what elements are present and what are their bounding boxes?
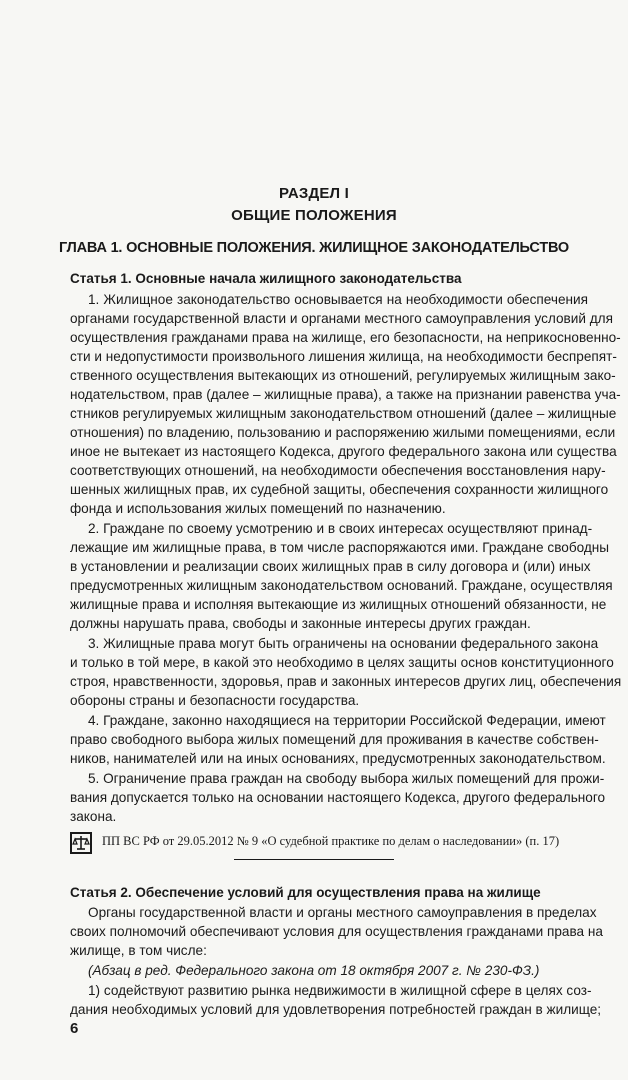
- text-line: ников, нанимателей или на иных основаниях, предусмотренных законодательством.: [70, 751, 606, 766]
- court-ruling-reference: ПП ВС РФ от 29.05.2012 № 9 «О судебной практике по делам о наследовании» (п. 17): [102, 834, 560, 848]
- text-line: 1) содействуют развитию рынка недвижимости в жилищной сфере в целях соз-: [88, 983, 592, 998]
- text-line: нодательством, прав (далее – жилищные права), а также на признании равенства уча-: [70, 387, 621, 402]
- scales-icon: [70, 832, 92, 854]
- text-line: строя, нравственности, здоровья, прав и законных интересов других лиц, обеспечения: [70, 674, 622, 689]
- article-1-title: Статья 1. Основные начала жилищного законодательства: [70, 271, 462, 286]
- text-line: право свободного выбора жилых помещений для проживания в качестве собствен-: [70, 732, 599, 747]
- text-line: ственного осуществления вытекающих из отношений, регулируемых жилищным зако-: [70, 368, 616, 383]
- text-line: Органы государственной власти и органы местного самоуправления в пределах: [88, 905, 597, 920]
- text-line: и только в той мере, в какой это необходимо в целях защиты основ конституционного: [70, 655, 614, 670]
- text-line: осуществления гражданами права на жилище, его безопасности, на неприкосновенно-: [70, 330, 621, 345]
- page-number: 6: [70, 1020, 79, 1037]
- text-line: иное не вытекает из настоящего Кодекса, другого федерального закона или существа: [70, 444, 617, 459]
- text-line: 4. Граждане, законно находящиеся на территории Российской Федерации, имеют: [88, 713, 606, 728]
- text-line: отношения) по владению, пользованию и распоряжению жилыми помещениями, если: [70, 425, 616, 440]
- text-line: жилищные права и исполняя вытекающие из жилищных отношений обязанности, не: [70, 597, 607, 612]
- text-line: 2. Граждане по своему усмотрению и в своих интересах осуществляют принад-: [88, 521, 593, 536]
- text-line: своих полномочий обеспечивают условия для осуществления гражданами права на: [70, 924, 603, 939]
- text-line: стников регулируемых жилищным законодательством отношений (далее – жилищные: [70, 406, 617, 421]
- text-line: соответствующих отношений, на необходимости обеспечения восстановления нару-: [70, 463, 606, 478]
- text-line: 1. Жилищное законодательство основывается на необходимости обеспечения: [88, 292, 588, 307]
- text-line: 5. Ограничение права граждан на свободу выбора жилых помещений для прожи-: [88, 771, 605, 786]
- text-line: обороны страны и безопасности государства.: [70, 693, 360, 708]
- text-line: 3. Жилищные права могут быть ограничены на основании федерального закона: [88, 636, 599, 651]
- text-line: жилище, в том числе:: [70, 943, 207, 958]
- text-line: вания допускается только на основании настоящего Кодекса, другого федерального: [70, 790, 606, 805]
- article-2-title: Статья 2. Обеспечение условий для осуществления права на жилище: [70, 885, 541, 900]
- text-line: закона.: [70, 809, 117, 824]
- amendment-note: (Абзац в ред. Федерального закона от 18 октября 2007 г. № 230-ФЗ.): [88, 963, 540, 978]
- separator-rule: [234, 859, 394, 860]
- text-line: сти и недопустимости произвольного лишения жилища, на необходимости беспрепят-: [70, 349, 617, 364]
- text-line: фонда и использования жилых помещений по назначению.: [70, 501, 446, 516]
- section-number: РАЗДЕЛ I: [278, 185, 350, 202]
- text-line: в установлении и реализации своих жилищных прав в силу договора и (или) иных: [70, 559, 591, 574]
- text-line: предусмотренных жилищным законодательством оснований. Граждане, осуществляя: [70, 578, 613, 593]
- text-line: лежащие им жилищные права, в том числе распоряжаются ими. Граждане свободны: [70, 540, 610, 555]
- text-line: органами государственной власти и органами местного самоуправления условий для: [70, 311, 613, 326]
- section-title: ОБЩИЕ ПОЛОЖЕНИЯ: [231, 207, 397, 224]
- text-line: шенных жилищных прав, их судебной защиты, обеспечения сохранности жилищного: [70, 482, 609, 497]
- section-heading: [0, 183, 628, 227]
- text-line: должны нарушать права, свободы и законные интересы других граждан.: [70, 616, 531, 631]
- text-line: дания необходимых условий для удовлетворения потребностей граждан в жилище;: [70, 1002, 602, 1017]
- chapter-title: ГЛАВА 1. ОСНОВНЫЕ ПОЛОЖЕНИЯ. ЖИЛИЩНОЕ ЗАКОНОДАТЕЛЬСТВО: [59, 240, 569, 256]
